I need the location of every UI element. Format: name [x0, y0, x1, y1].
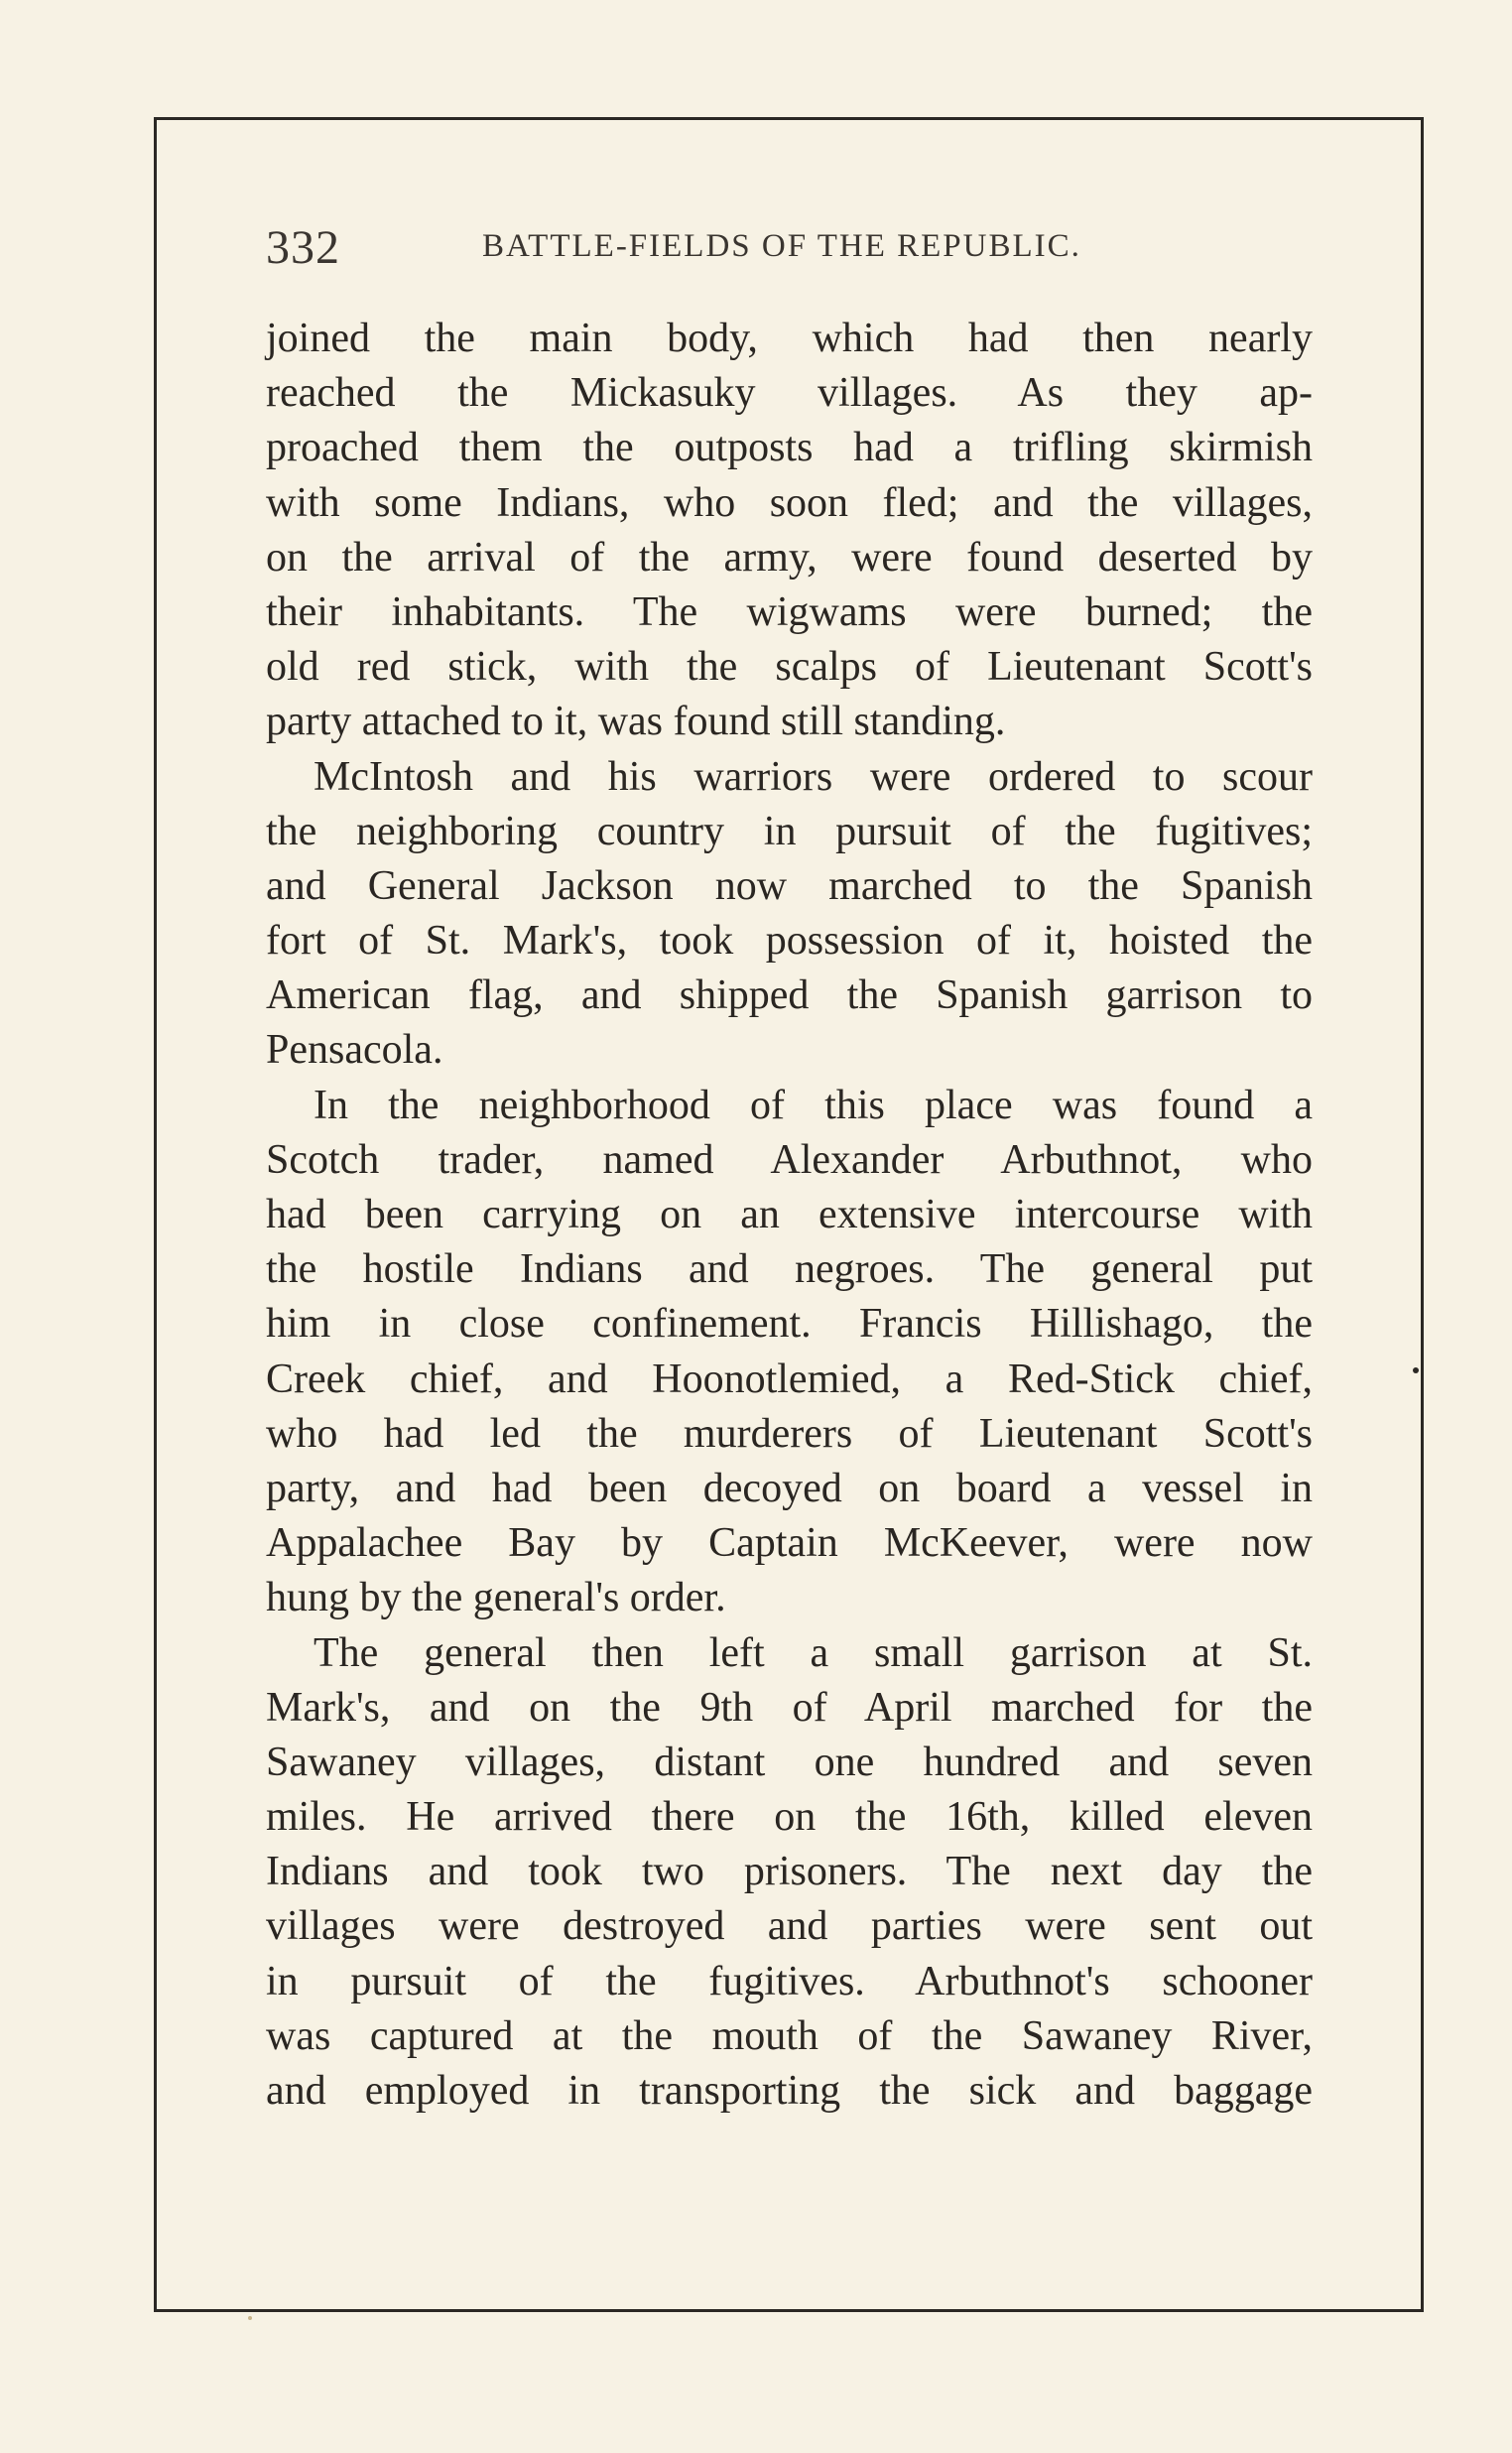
text-line: Indians and took two prisoners. The next day the [266, 1849, 1313, 1895]
text-line: party attached to it, was found still standing. [266, 699, 1006, 745]
text-line: Appalachee Bay by Captain McKeever, were now [266, 1520, 1313, 1567]
text-line: Sawaney villages, distant one hundred and seven [266, 1739, 1313, 1785]
margin-mark [1413, 1367, 1419, 1373]
text-line: old red stick, with the scalps of Lieutenant Scott's [266, 644, 1313, 691]
text-line: reached the Mickasuky villages. As they ap- [266, 370, 1313, 417]
paragraph-start: In the neighborhood of this place was found a [314, 1082, 1313, 1128]
paragraph-start: The general then left a small garrison at St. [314, 1629, 1313, 1676]
text-line: hung by the general's order. [266, 1575, 726, 1621]
paper-speck [248, 2316, 252, 2320]
text-line: Creek chief, and Hoonotlemied, a Red-Stick chief, [266, 1356, 1313, 1402]
body-text [266, 312, 1313, 2119]
page-number: 332 [266, 221, 340, 274]
text-line: on the arrival of the army, were found deserted by [266, 534, 1313, 581]
text-line: joined the main body, which had then nearly [266, 316, 1313, 361]
text-line: proached them the outposts had a trifling skirmish [266, 425, 1313, 471]
text-line: fort of St. Mark's, took possession of it, hoisted the [266, 918, 1313, 965]
text-line: and employed in transporting the sick and baggage [266, 2068, 1313, 2114]
text-line: their inhabitants. The wigwams were burned; the [266, 588, 1313, 635]
text-line: party, and had been decoyed on board a vessel in [266, 1465, 1313, 1511]
text-line: villages were destroyed and parties were sent out [266, 1903, 1313, 1950]
page-header [266, 220, 1318, 280]
text-line: him in close confinement. Francis Hillishago, the [266, 1301, 1313, 1348]
text-line: the neighboring country in pursuit of the fugitives; [266, 808, 1313, 854]
running-title: BATTLE-FIELDS OF THE REPUBLIC. [482, 228, 1081, 264]
text-line: who had led the murderers of Lieutenant Scott's [266, 1410, 1313, 1457]
text-line: miles. He arrived there on the 16th, killed eleven [266, 1794, 1313, 1841]
text-line: had been carrying on an extensive intercourse with [266, 1192, 1313, 1237]
text-line: and General Jackson now marched to the Spanish [266, 862, 1313, 909]
text-line: Mark's, and on the 9th of April marched for the [266, 1684, 1313, 1731]
text-line: was captured at the mouth of the Sawaney River, [266, 2012, 1313, 2059]
text-line: in pursuit of the fugitives. Arbuthnot's schooner [266, 1958, 1313, 2004]
paragraph-start: McIntosh and his warriors were ordered to scour [314, 753, 1313, 800]
text-line: Scotch trader, named Alexander Arbuthnot, who [266, 1136, 1313, 1183]
text-line: Pensacola. [266, 1027, 443, 1074]
text-line: American flag, and shipped the Spanish garrison to [266, 972, 1313, 1019]
text-line: with some Indians, who soon fled; and the villages, [266, 479, 1313, 526]
text-line: the hostile Indians and negroes. The general put [266, 1246, 1313, 1293]
